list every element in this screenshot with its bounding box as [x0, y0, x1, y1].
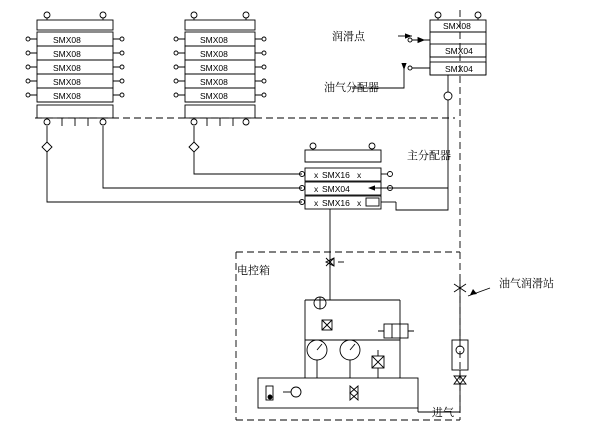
main-distributor-mark-4: x [357, 198, 362, 208]
block-left-row-2-label: SMX08 [53, 63, 81, 73]
block-left-row-1-label: SMX08 [53, 49, 81, 59]
air-inlet-label: 进气 [432, 406, 454, 419]
block-right [408, 12, 486, 148]
main-distributor-mark-3: x [357, 170, 362, 180]
main-distributor-mark-0: x [314, 170, 319, 180]
block-mid-row-2-label: SMX08 [200, 63, 228, 73]
block-left-row-4-label: SMX08 [53, 91, 81, 101]
block-mid-row-4-label: SMX08 [200, 91, 228, 101]
block-left-row-3-label: SMX08 [53, 77, 81, 87]
block-mid-row-1-label: SMX08 [200, 49, 228, 59]
block-left-row-0-label: SMX08 [53, 35, 81, 45]
block-right-row-0-label: SMX04 [445, 46, 473, 56]
main-distributor-label: 主分配器 [407, 149, 451, 162]
lube-point-label: 润滑点 [332, 30, 365, 43]
left-wiring [42, 126, 302, 202]
block-right-row-1-label: SMX04 [445, 64, 473, 74]
main-distributor-mark-1: x [314, 184, 319, 194]
oil-air-station-label: 油气润滑站 [499, 277, 554, 290]
block-right-header-label: SMX08 [443, 21, 471, 31]
block-mid-row-3-label: SMX08 [200, 77, 228, 87]
main-distributor-row-1-label: SMX04 [322, 184, 350, 194]
electric-cabinet-label: 电控箱 [237, 264, 270, 277]
dashed-boundary [35, 10, 460, 420]
block-mid-row-0-label: SMX08 [200, 35, 228, 45]
main-distributor-mark-2: x [314, 198, 319, 208]
lubrication-station [258, 258, 468, 412]
main-distributor-row-0-label: SMX16 [322, 170, 350, 180]
oil-air-distributor-label: 油气分配器 [324, 81, 379, 94]
main-distributor-row-2-label: SMX16 [322, 198, 350, 208]
